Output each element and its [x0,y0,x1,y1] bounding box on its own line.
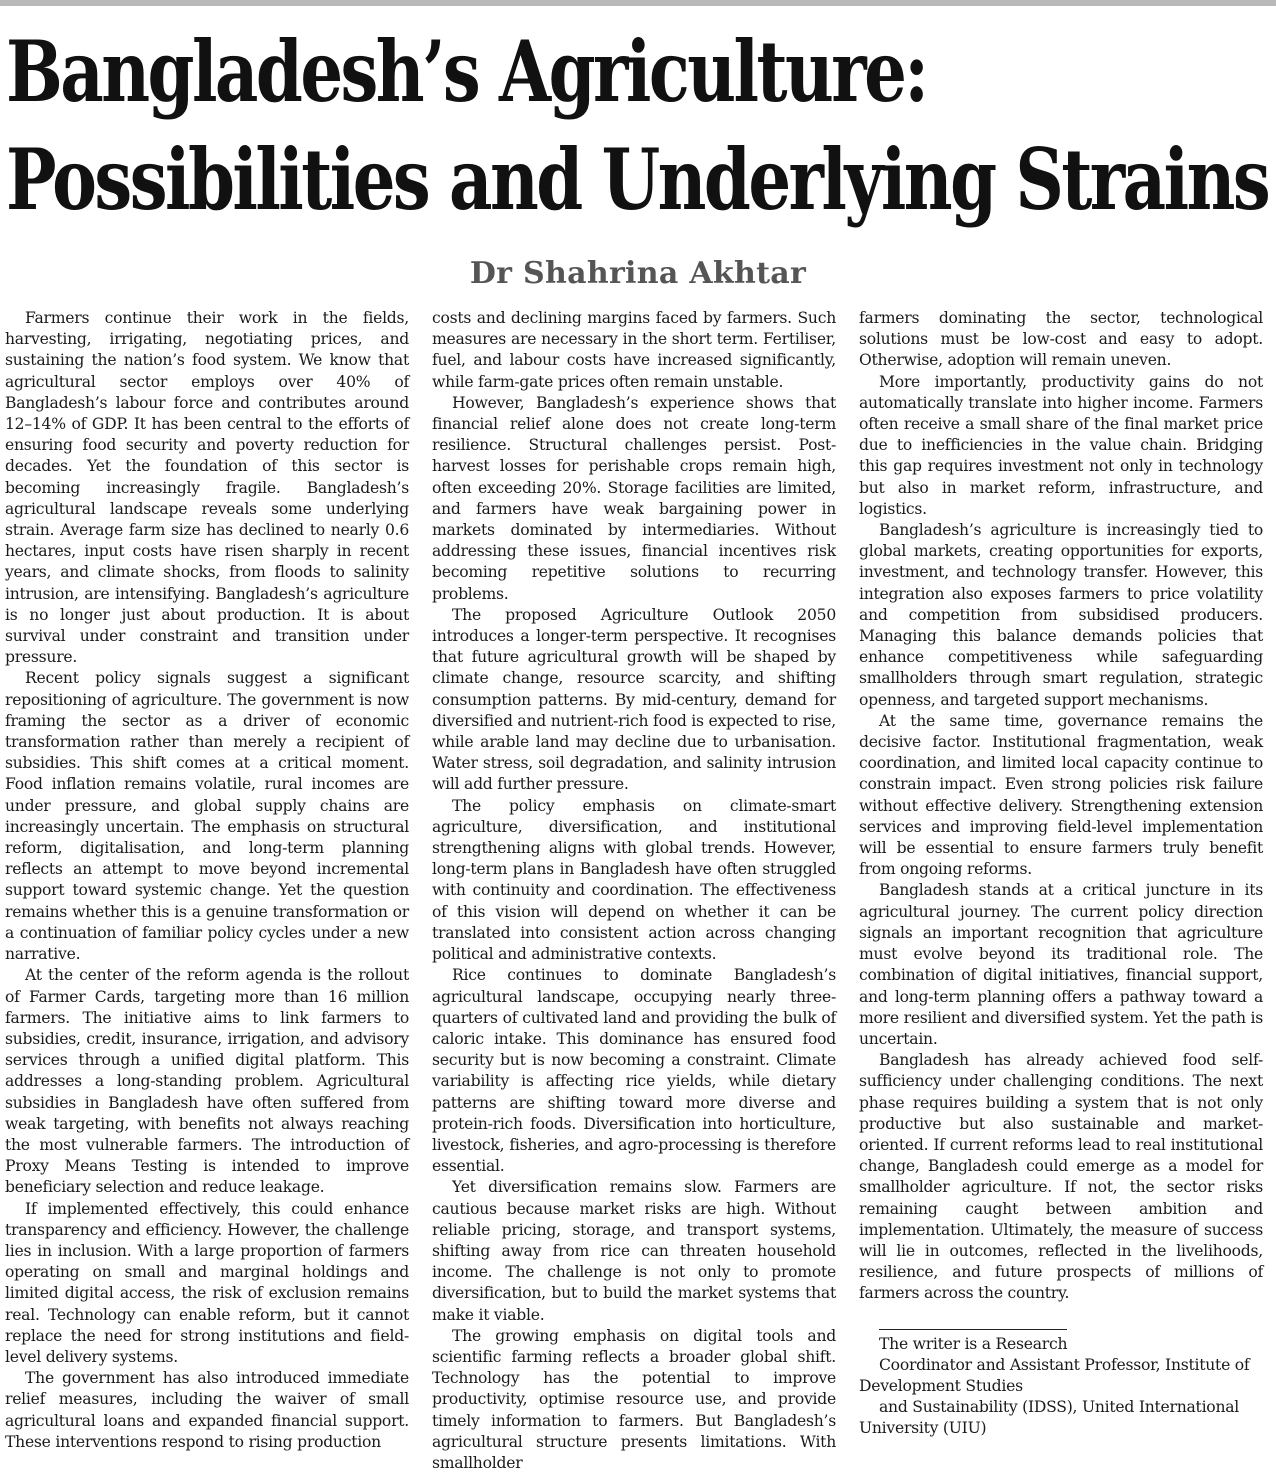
paragraph: Bangladesh stands at a critical juncture in its agricultural journey. The current policy direction signals an important recognition that agriculture must evolve beyond its traditional role. The combination of digital initiatives, financial support, and long-term planning offers a pathway toward a more resilient and diversified system. Yet the path is uncertain. [859,881,1263,1048]
paragraph: If implemented effectively, this could enhance transparency and efficiency. However, the challenge lies in inclusion. With a large proportion of farmers operating on small and marginal holdings and limited digital access, the risk of exclusion remains real. Technology can enable reform, but it cannot replace the need for strong institutions and field-level delivery systems. [5,1199,409,1366]
headline-line-1: Bangladesh’s Agriculture: [6,22,927,121]
author-note-rule [879,1329,1067,1330]
paragraph: However, Bangladesh’s experience shows that financial relief alone does not create long-term resilience. Structural challenges persist. Post-harvest losses for perishable crops remain high, often exceeding 20%. Storage facilities are limited, and farmers have weak bargaining power in markets dominated by intermediaries. Without addressing these issues, financial incentives risk becoming repetitive solutions to recurring problems. [432,393,836,603]
paragraph: Bangladesh’s agriculture is increasingly tied to global markets, creating opportunities for exports, investment, and technology transfer. However, this integration also exposes farmers to price volatility and competition from subsidised producers. Managing this balance demands policies that enhance competitiveness while safeguarding smallholders through smart regulation, strategic openness, and targeted support mechanisms. [859,521,1263,709]
top-rule [0,0,1276,6]
paragraph: Farmers continue their work in the fields, harvesting, irrigating, negotiating prices, and sustaining the nation’s food system. We know that agricultural sector employs over 40% of Bangladesh’s labour force and contributes around 12–14% of GDP. It has been central to the efforts of ensuring food security and poverty reduction for decades. Yet the foundation of this sector is becoming increasingly fragile. Bangladesh’s agricultural landscape reveals some underlying strain. Average farm size has declined to nearly 0.6 hectares, input costs have risen sharply in recent years, and climate shocks, from floods to salinity intrusion, are intensifying. Bangladesh’s agriculture is no longer just about production. It is about survival under constraint and transition under pressure. [5,309,409,667]
column-3 [859,308,1263,1444]
headline-line-2: Possibilities and Underlying Strains [6,130,1269,229]
author-note-line: The writer is a Research [879,1334,1068,1353]
paragraph: The policy emphasis on climate-smart agriculture, diversification, and institutional strengthening aligns with global trends. However, long-term plans in Bangladesh have often struggled with continuity and coordination. The effectiveness of this vision will depend on whether it can be translated into consistent action across changing political and administrative contexts. [432,796,836,964]
paragraph: Bangladesh has already achieved food self-sufficiency under challenging conditions. The next phase requires building a system that is not only productive but also sustainable and market-oriented. If current reforms lead to real institutional change, Bangladesh could emerge as a model for smallholder agriculture. If not, the sector risks remaining caught between ambition and implementation. Ultimately, the measure of success will lie in outcomes, reflected in the livelihoods, resilience, and future prospects of millions of farmers across the country. [859,1051,1263,1303]
author-note-line: and Sustainability (IDSS), United International University (UIU) [859,1398,1240,1438]
paragraph: At the center of the reform agenda is the rollout of Farmer Cards, targeting more than 16 million farmers. The initiative aims to link farmers to subsidies, credit, insurance, irrigation, and advisory services through a unified digital platform. This addresses a long-standing problem. Agricultural subsidies in Bangladesh have often suffered from weak targeting, with benefits not always reaching the most vulnerable farmers. The introduction of Proxy Means Testing is intended to improve beneficiary selection and reduce leakage. [5,966,409,1197]
headline [6,18,1269,234]
article-body [5,308,1263,1472]
paragraph: costs and declining margins faced by farmers. Such measures are necessary in the short term. Fertiliser, fuel, and labour costs have increased significantly, while farm-gate prices often remain unstable. [432,309,836,391]
byline: Dr Shahrina Akhtar [469,256,807,291]
paragraph: Yet diversification remains slow. Farmers are cautious because market risks are high. Without reliable pricing, storage, and transport systems, shifting away from rice can threaten household income. The challenge is not only to promote diversification, but to build the market systems that make it viable. [432,1178,836,1324]
paragraph: The government has also introduced immediate relief measures, including the waiver of small agricultural loans and expanded financial support. These interventions respond to rising production [5,1369,409,1451]
paragraph: Recent policy signals suggest a significant repositioning of agriculture. The government is now framing the sector as a driver of economic transformation rather than merely a recipient of subsidies. This shift comes at a critical moment. Food inflation remains volatile, rural incomes are under pressure, and global supply chains are increasingly uncertain. The emphasis on structural reform, digitalisation, and long-term planning reflects an attempt to move beyond incremental support toward systemic change. Yet the question remains whether this is a genuine transformation or a continuation of familiar policy cycles under a new narrative. [5,669,409,964]
paragraph: At the same time, governance remains the decisive factor. Institutional fragmentation, weak coordination, and limited local capacity continue to constrain impact. Even strong policies risk failure without effective delivery. Strengthening extension services and improving field-level implementation will be essential to ensure farmers truly benefit from ongoing reforms. [859,711,1263,879]
paragraph: Rice continues to dominate Bangladesh’s agricultural landscape, occupying nearly three-quarters of cultivated land and providing the bulk of caloric intake. This dominance has ensured food security but is now becoming a constraint. Climate variability is affecting rice yields, while dietary patterns are shifting toward more diverse and protein-rich foods. Diversification into horticulture, livestock, fisheries, and agro-processing is therefore essential. [432,966,836,1176]
paragraph: farmers dominating the sector, technological solutions must be low-cost and easy to adopt. Otherwise, adoption will remain uneven. [859,309,1263,370]
paragraph: The growing emphasis on digital tools and scientific farming reflects a broader global shift. Technology has the potential to improve productivity, optimise resource use, and provide timely information to farmers. But Bangladesh’s agricultural structure presents limitations. With smallholder [432,1326,836,1472]
paragraph: More importantly, productivity gains do not automatically translate into higher income. Farmers often receive a small share of the final market price due to inefficiencies in the value chain. Bridging this gap requires investment not only in technology but also in market reform, infrastructure, and logistics. [859,372,1263,518]
paragraph: The proposed Agriculture Outlook 2050 introduces a longer-term perspective. It recognises that future agricultural growth will be shaped by climate change, resource scarcity, and shifting consumption patterns. By mid-century, demand for diversified and nutrient-rich food is expected to rise, while arable land may decline due to urbanisation. Water stress, soil degradation, and salinity intrusion will add further pressure. [432,605,836,794]
author-note-line: Coordinator and Assistant Professor, Institute of Development Studies [859,1355,1250,1395]
column-1 [5,308,409,1451]
column-2 [432,308,836,1472]
